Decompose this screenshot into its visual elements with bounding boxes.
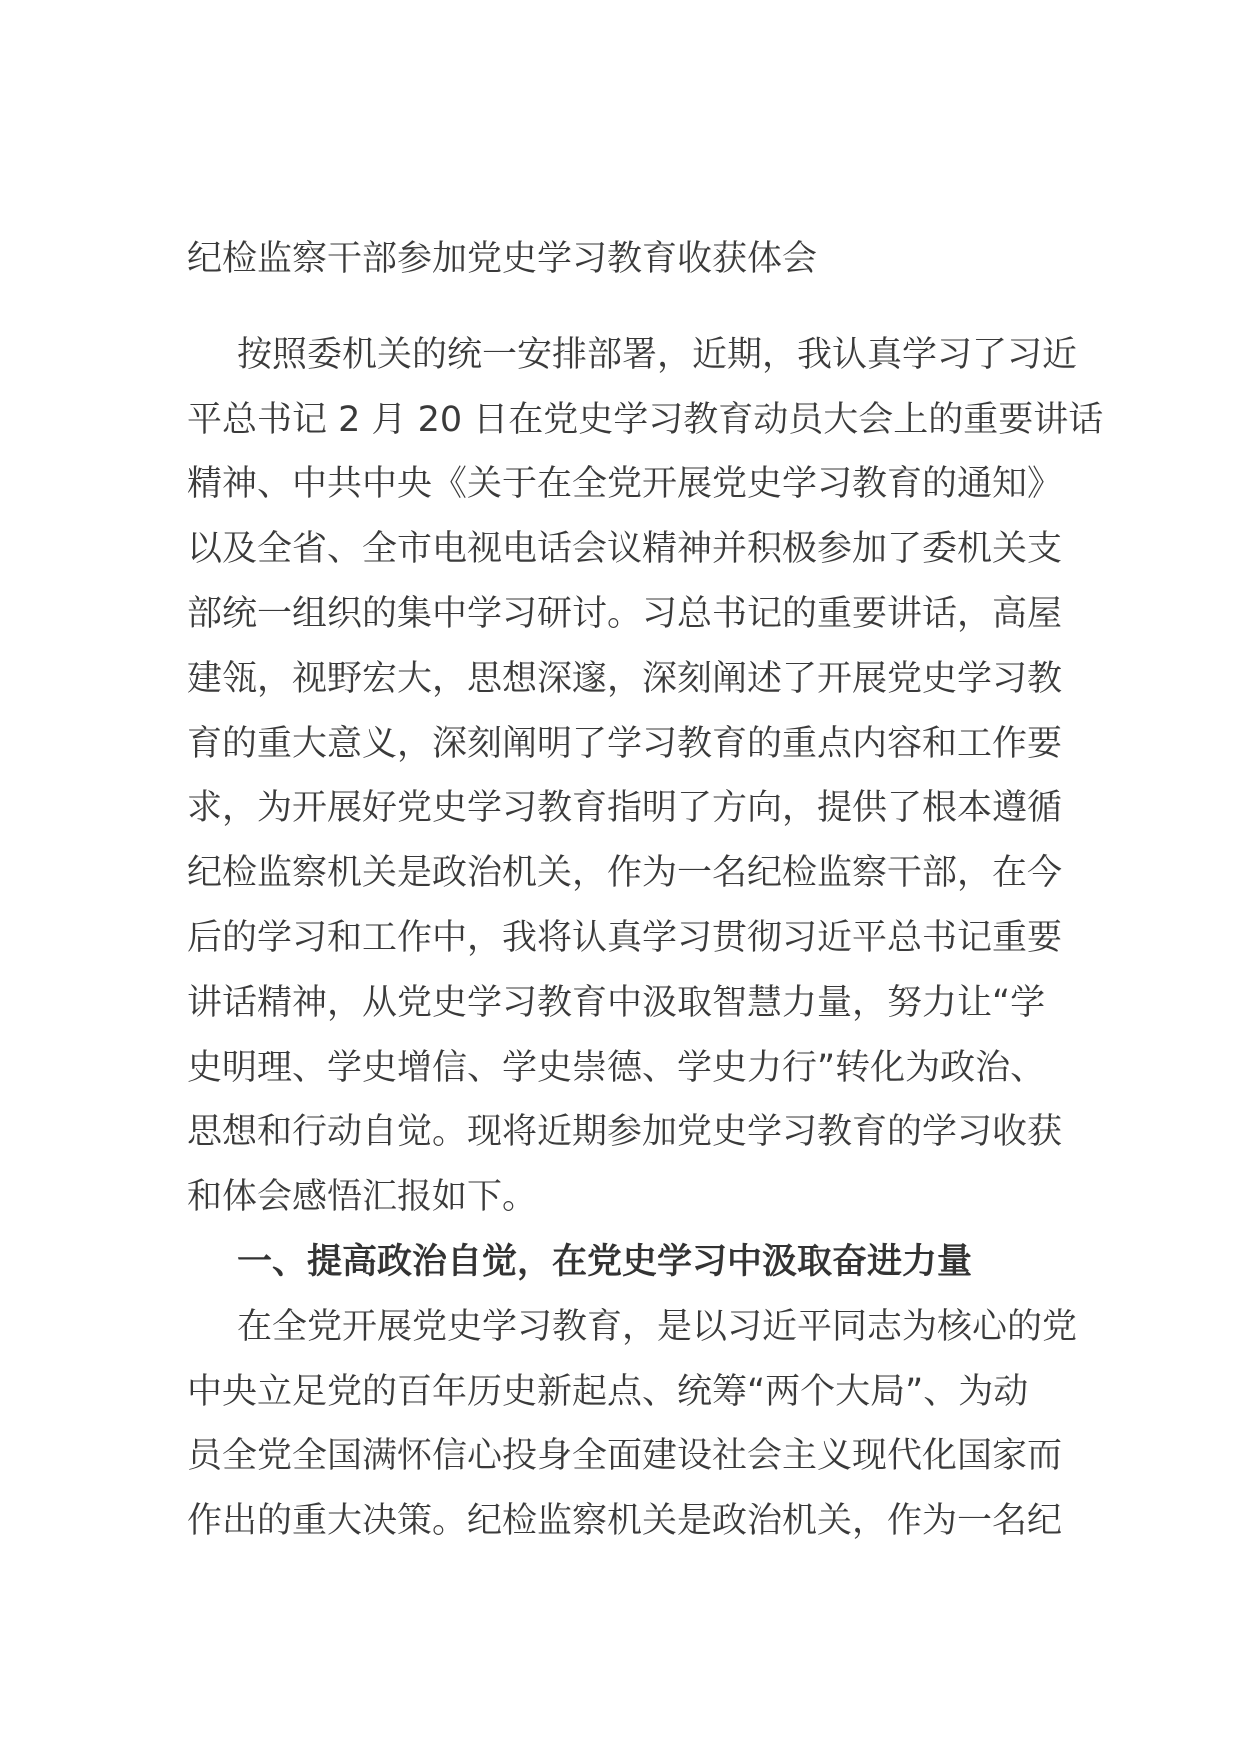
text-line: 按照委机关的统一安排部署，近期，我认真学习了习近 [237,334,1078,375]
section-heading-1: 一、提高政治自觉，在党史学习中汲取奋进力量 [237,1241,973,1282]
text-line: 中央立足党的百年历史新起点、统筹“两个大局”、为动 [187,1371,1029,1412]
text-line: 在全党开展党史学习教育，是以习近平同志为核心的党 [237,1306,1078,1347]
text-line: 求，为开展好党史学习教育指明了方向，提供了根本遵循 [187,788,1063,829]
text-line: 后的学习和工作中，我将认真学习贯彻习近平总书记重要 [187,917,1063,958]
paragraph-section-1 [187,1295,1078,1554]
text-line: 和体会感悟汇报如下。 [187,1177,538,1218]
text-line: 建瓴，视野宏大，思想深邃，深刻阐述了开展党史学习教 [187,658,1063,699]
text-line: 纪检监察机关是政治机关，作为一名纪检监察干部，在今 [187,853,1063,894]
text-line: 平总书记 2 月 20 日在党史学习教育动员大会上的重要讲话 [187,399,1104,440]
text-line: 作出的重大决策。纪检监察机关是政治机关，作为一名纪 [187,1501,1063,1542]
text-line: 员全党全国满怀信心投身全面建设社会主义现代化国家而 [187,1436,1063,1477]
text-line: 部统一组织的集中学习研讨。习总书记的重要讲话，高屋 [187,593,1063,634]
paragraph-intro [187,323,1104,1230]
text-line: 精神、中共中央《关于在全党开展党史学习教育的通知》 [187,464,1063,505]
text-line: 育的重大意义，深刻阐明了学习教育的重点内容和工作要 [187,723,1063,764]
text-line: 思想和行动自觉。现将近期参加党史学习教育的学习收获 [187,1112,1063,1153]
document-page [187,227,1104,1554]
text-line: 以及全省、全市电视电话会议精神并积极参加了委机关支 [187,529,1063,570]
text-line: 讲话精神，从党史学习教育中汲取智慧力量，努力让“学 [187,982,1046,1023]
text-line: 史明理、学史增信、学史崇德、学史力行”转化为政治、 [187,1047,1046,1088]
document-title: 纪检监察干部参加党史学习教育收获体会 [187,239,818,279]
